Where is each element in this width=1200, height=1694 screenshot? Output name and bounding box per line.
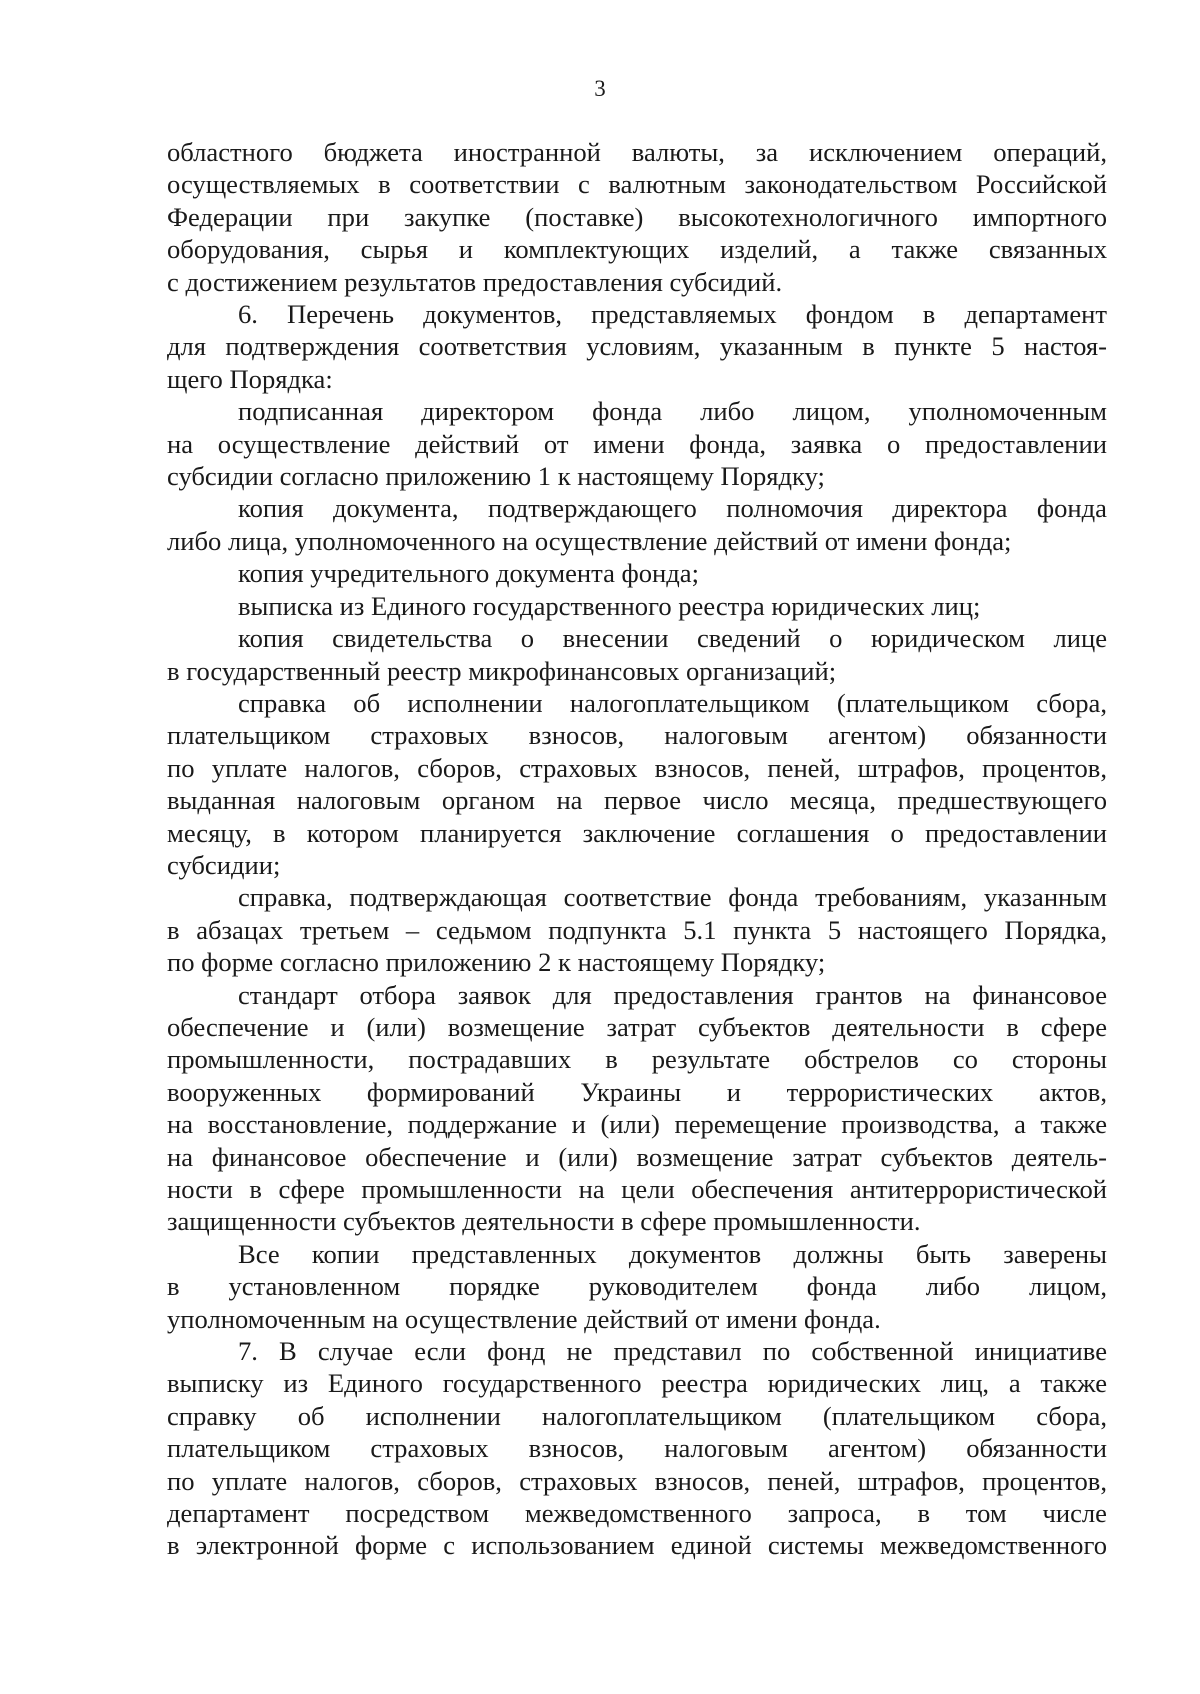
text-line: вооруженных формирований Украины и террористических актов, [167, 1076, 1107, 1107]
paragraph [167, 622, 1107, 687]
paragraph [167, 590, 1107, 622]
text-line: с достижением результатов предоставления субсидий. [167, 266, 783, 297]
document-body [167, 136, 1107, 1562]
text-line: в государственный реестр микрофинансовых организаций; [167, 655, 837, 686]
text-line: в электронной форме с использованием единой системы межведомственного [167, 1530, 1107, 1561]
text-line: субсидии согласно приложению 1 к настоящему Порядку; [167, 461, 825, 492]
text-line: на осуществление действий от имени фонда, заявка о предоставлении [167, 428, 1107, 459]
text-line: копия документа, подтверждающего полномочия директора фонда [238, 493, 1107, 524]
text-line: в установленном порядке руководителем фонда либо лицом, [167, 1271, 1107, 1302]
text-line: уполномоченным на осуществление действий от имени фонда. [167, 1303, 881, 1334]
text-line: стандарт отбора заявок для предоставления грантов на финансовое [238, 979, 1107, 1010]
text-line: в абзацах третьем – седьмом подпункта 5.1 пункта 5 настоящего Порядка, [167, 914, 1107, 945]
text-line: ности в сфере промышленности на цели обеспечения антитеррористической [167, 1174, 1107, 1204]
text-line: справка, подтверждающая соответствие фонда требованиям, указанным [238, 882, 1107, 913]
text-line: выписка из Единого государственного реестра юридических лиц; [238, 590, 981, 621]
text-line: на финансовое обеспечение и (или) возмещение затрат субъектов деятель- [167, 1141, 1107, 1172]
text-line: осуществляемых в соответствии с валютным законодательством Российской [167, 169, 1107, 200]
text-line: месяцу, в котором планируется заключение соглашения о предоставлении [167, 817, 1107, 848]
paragraph [167, 881, 1107, 978]
text-line: промышленности, пострадавших в результате обстрелов со стороны [167, 1044, 1107, 1075]
paragraph [167, 979, 1107, 1238]
text-line: Федерации при закупке (поставке) высокотехнологичного импортного [167, 201, 1107, 232]
page-number: 3 [594, 76, 606, 101]
text-line: копия учредительного документа фонда; [238, 558, 700, 589]
paragraph [167, 1335, 1107, 1562]
text-line: для подтверждения соответствия условиям, указанным в пункте 5 настоя- [167, 331, 1107, 362]
text-line: либо лица, уполномоченного на осуществление действий от имени фонда; [167, 525, 1012, 556]
text-line: по форме согласно приложению 2 к настоящему Порядку; [167, 947, 826, 978]
text-line: выписку из Единого государственного реестра юридических лиц, а также [167, 1368, 1107, 1399]
text-line: щего Порядка: [167, 363, 333, 394]
text-line: по уплате налогов, сборов, страховых взносов, пеней, штрафов, процентов, [167, 1465, 1107, 1496]
text-line: оборудования, сырья и комплектующих изделий, а также связанных [167, 234, 1107, 265]
text-line: 7. В случае если фонд не представил по собственной инициативе [238, 1336, 1107, 1367]
text-line: областного бюджета иностранной валюты, за исключением операций, [167, 137, 1107, 167]
text-line: департамент посредством межведомственного запроса, в том числе [167, 1498, 1107, 1529]
text-line: выданная налоговым органом на первое число месяца, предшествующего [167, 785, 1107, 816]
text-line: подписанная директором фонда либо лицом, уполномоченным [238, 396, 1107, 427]
text-line: 6. Перечень документов, представляемых фондом в департамент [238, 299, 1107, 330]
text-line: обеспечение и (или) возмещение затрат субъектов деятельности в сфере [167, 1011, 1107, 1042]
paragraph [167, 1238, 1107, 1335]
text-line: на восстановление, поддержание и (или) перемещение производства, а также [167, 1109, 1107, 1140]
paragraph [167, 687, 1107, 881]
paragraph [167, 395, 1107, 492]
text-line: защищенности субъектов деятельности в сфере промышленности. [167, 1206, 921, 1237]
paragraph [167, 298, 1107, 395]
paragraph [167, 557, 1107, 589]
text-line: плательщиком страховых взносов, налоговым агентом) обязанности [167, 720, 1107, 751]
text-line: по уплате налогов, сборов, страховых взносов, пеней, штрафов, процентов, [167, 752, 1107, 783]
paragraph [167, 136, 1107, 298]
text-line: плательщиком страховых взносов, налоговым агентом) обязанности [167, 1433, 1107, 1464]
text-line: справку об исполнении налогоплательщиком (плательщиком сбора, [167, 1400, 1107, 1431]
text-line: справка об исполнении налогоплательщиком (плательщиком сбора, [238, 687, 1107, 718]
paragraph [167, 492, 1107, 557]
text-line: Все копии представленных документов должны быть заверены [238, 1238, 1107, 1269]
text-line: копия свидетельства о внесении сведений о юридическом лице [238, 623, 1107, 654]
text-line: субсидии; [167, 849, 281, 880]
